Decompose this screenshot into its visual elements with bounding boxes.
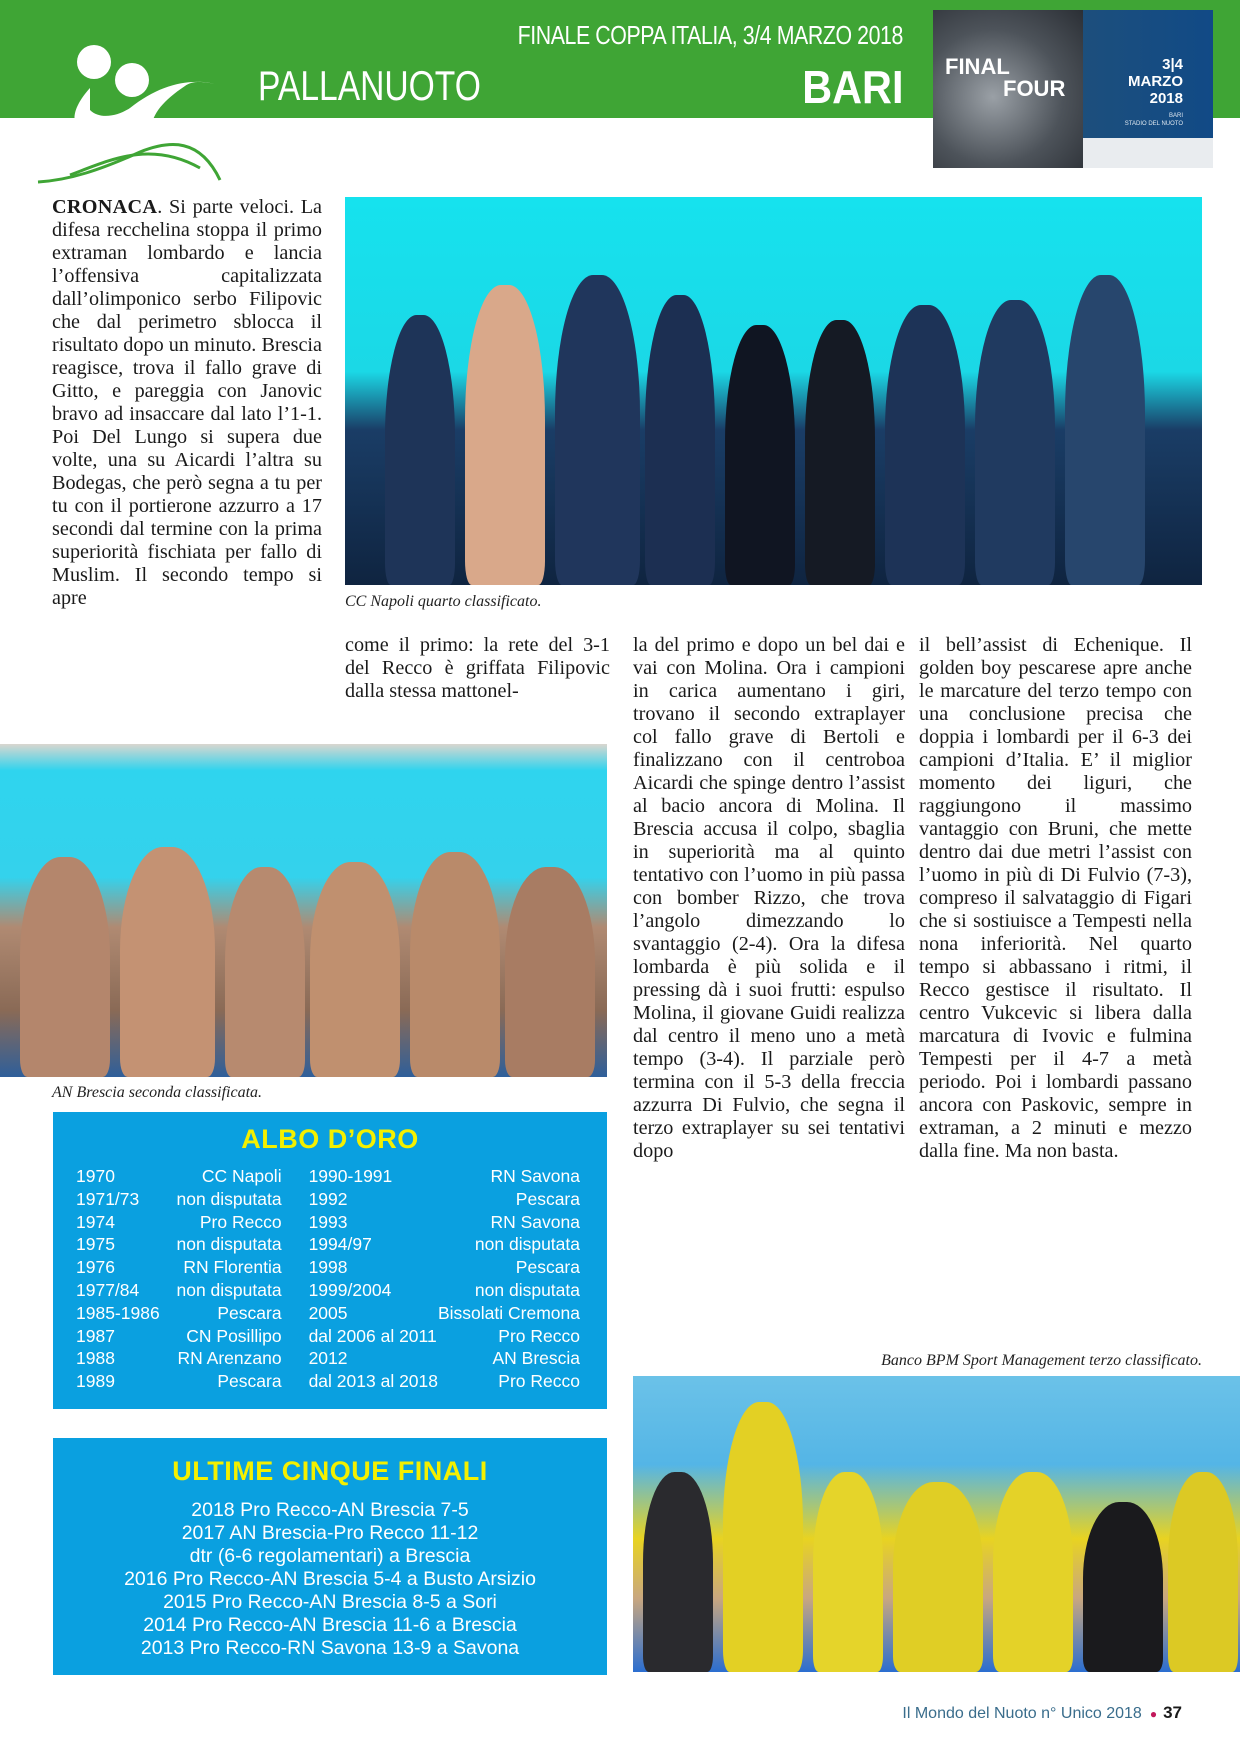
albo-year: 1987 (76, 1325, 115, 1346)
albo-winner: AN Brescia (492, 1348, 580, 1369)
poster-venue-city: BARI (1168, 113, 1183, 119)
albo-year: 1989 (76, 1371, 115, 1392)
albo-year: 1993 (308, 1211, 348, 1232)
final-result-line: dtr (6-6 regolamentari) a Brescia (189, 1545, 471, 1567)
albo-row (76, 1302, 580, 1325)
final-result-line: 2015 Pro Recco-AN Brescia 8-5 a Sori (163, 1591, 497, 1613)
ultime-finali-list (53, 1499, 607, 1660)
final-four-poster (933, 10, 1213, 168)
albo-winner: CN Posillipo (186, 1325, 282, 1346)
article-column-2 (345, 634, 610, 703)
albo-winner: RN Florentia (183, 1257, 282, 1278)
albo-winner: RN Savona (490, 1166, 580, 1186)
final-result-line: 2018 Pro Recco-AN Brescia 7-5 (191, 1499, 469, 1521)
albo-year: 1999/2004 (308, 1279, 392, 1300)
page-footer (902, 1703, 1182, 1723)
bullet-icon: ● (1149, 1706, 1158, 1721)
poster-four: FOUR (1003, 76, 1066, 101)
poster-date (1128, 56, 1183, 107)
an-brescia-caption: AN Brescia seconda classificata. (52, 1084, 263, 1101)
article-column-1: CRONACA. Si parte veloci. La difesa recchelina stoppa il primo extraman lombardo e lancia l’offensiva capitalizzata dall’olimponico serbo Filipovic che dal perimetro sblocca il risultato dopo un minuto. Brescia reagisce, trova il fallo grave di Gitto, e pareggia con Janovic bravo ad insaccare dal lato l’1-1. Poi Del Lungo si supera due volte, una su Aicardi l’altra su Bodegas, che però segna a tu per tu con il portierone azzurro a 17 secondi dal termine con la prima superiorità fischiata per fallo di Muslim. Il secondo tempo si apre (52, 196, 322, 609)
albo-winner: Bissolati Cremona (438, 1302, 580, 1323)
albo-year: 2012 (308, 1348, 348, 1369)
albo-year: 1990-1991 (308, 1166, 393, 1186)
albo-year: 1971/73 (76, 1188, 140, 1209)
albo-year: 1998 (308, 1257, 348, 1278)
poster-venue-name: STADIO DEL NUOTO (1124, 121, 1183, 127)
article-column-3 (633, 634, 905, 1163)
albo-winner: non disputata (176, 1188, 282, 1209)
albo-row (76, 1233, 580, 1256)
section-title: PALLANUOTO (258, 62, 481, 109)
cc-napoli-photo (345, 197, 1202, 585)
article-col2-text: come il primo: la rete del 3-1 del Recco è griffata Filipovic dalla stessa mattonel- (345, 634, 610, 702)
albo-year: 1985-1986 (76, 1302, 160, 1323)
albo-row (76, 1211, 580, 1234)
banco-bpm-caption: Banco BPM Sport Management terzo classificato. (881, 1352, 1202, 1369)
albo-row (76, 1188, 580, 1211)
article-col4-text: il bell’assist di Echenique. Il golden boy pescarese apre anche le marcature del terzo tempo con una conclusione precisa che doppia i lombardi per il 6-3 dei campioni d’Italia. E’ il miglior momento dei liguri, che raggiungono il massimo vantaggio con Bruni, che mette dentro dai due metri l’assist con l’uomo in più di Di Fulvio (7-3), compreso il salvataggio di Figari che si sostiuisce a Tempesti nella nona inferiorità. Nel quarto tempo si abbassano i ritmi, il Recco gestisce il risultato. Il centro Vukcevic si libera dalla marcatura di Ivovic e fulmina Tempesti per il 4-7 a metà periodo. Poi i lombardi passano ancora con Paskovic, sempre in extraman, a 2 minuti e mezzo dalla fine. Ma non basta. (919, 634, 1192, 1162)
final-result-line: 2016 Pro Recco-AN Brescia 5-4 a Busto Arsizio (124, 1568, 536, 1590)
albo-year: dal 2013 al 2018 (308, 1371, 438, 1392)
poster-final: FINAL (945, 54, 1010, 79)
poster-month: MARZO (1128, 73, 1183, 90)
final-result-line: 2014 Pro Recco-AN Brescia 11-6 a Brescia (143, 1614, 517, 1636)
ultime-finali-title: ULTIME CINQUE FINALI (172, 1456, 488, 1486)
albo-year: 2005 (308, 1302, 348, 1323)
an-brescia-photo (0, 744, 607, 1077)
albo-doro-title: ALBO D’ORO (241, 1124, 419, 1154)
albo-winner: Pescara (217, 1302, 282, 1323)
cc-napoli-caption: CC Napoli quarto classificato. (345, 593, 542, 610)
albo-winner: non disputata (176, 1279, 282, 1300)
albo-year: 1974 (76, 1211, 115, 1232)
header-kicker: FINALE COPPA ITALIA, 3/4 MARZO 2018 (517, 20, 903, 50)
albo-winner: Pescara (515, 1257, 580, 1278)
banco-bpm-photo (633, 1376, 1240, 1672)
albo-winner: RN Savona (490, 1211, 580, 1232)
poster-sponsors (1083, 138, 1213, 168)
albo-year: 1994/97 (308, 1234, 372, 1255)
albo-winner: Pescara (217, 1371, 282, 1392)
article-column-4 (919, 634, 1192, 1163)
albo-year: dal 2006 al 2011 (308, 1325, 437, 1346)
final-result-line: 2017 AN Brescia-Pro Recco 11-12 (181, 1522, 479, 1544)
ultime-finali-box (53, 1438, 607, 1675)
albo-row (76, 1325, 580, 1348)
albo-row (76, 1165, 580, 1188)
city-title: BARI (801, 61, 903, 113)
albo-row (76, 1347, 580, 1370)
albo-winner: non disputata (474, 1234, 580, 1255)
albo-row (76, 1279, 580, 1302)
albo-winner: Pro Recco (498, 1371, 580, 1392)
albo-row (76, 1370, 580, 1393)
article-col3-text: la del primo e dopo un bel dai e vai con Molina. Ora i campioni in carica aumentano i giri, trovano il secondo extraplayer col fallo grave di Bertoli e finalizzano con il centroboa Aicardi che spinge dentro l’assist al bacio ancora di Molina. Il Brescia accusa il colpo, sbaglia in superiorità ma al quinto tentativo con l’uomo in più passa con bomber Rizzo, che trova l’angolo dimezzando lo svantaggio (2-4). Ora la difesa lombarda è più solida e il pressing dà i suoi frutti: espulso Molina, il giovane Guidi realizza dal centro il meno uno a metà tempo (3-4). Il parziale però termina con il 5-3 della freccia azzurra Di Fulvio, che segna il terzo extraplayer su sei tentativi dopo (633, 634, 905, 1162)
albo-doro-table (76, 1165, 580, 1393)
albo-winner: Pro Recco (498, 1325, 580, 1346)
albo-doro-box (53, 1112, 607, 1409)
albo-year: 1975 (76, 1234, 115, 1255)
poster-venue (1125, 112, 1183, 128)
water-polo-player-icon (30, 20, 230, 185)
albo-year: 1970 (76, 1166, 115, 1186)
article-lead: CRONACA (52, 196, 158, 218)
albo-winner: Pescara (515, 1188, 580, 1209)
albo-year: 1976 (76, 1257, 115, 1278)
albo-winner: non disputata (474, 1279, 580, 1300)
page-number: 37 (1163, 1703, 1182, 1722)
albo-winner: Pro Recco (199, 1211, 282, 1232)
publication-name: Il Mondo del Nuoto n° Unico 2018 (902, 1705, 1142, 1722)
poster-days: 3|4 (1162, 56, 1183, 73)
albo-year: 1992 (308, 1188, 348, 1209)
albo-year: 1988 (76, 1348, 115, 1369)
final-result-line: 2013 Pro Recco-RN Savona 13-9 a Savona (140, 1637, 520, 1659)
albo-winner: CC Napoli (201, 1166, 282, 1186)
albo-winner: RN Arenzano (177, 1348, 282, 1369)
albo-year: 1977/84 (76, 1279, 140, 1300)
albo-row (76, 1256, 580, 1279)
albo-winner: non disputata (176, 1234, 282, 1255)
article-col1-text: Si parte veloci. La difesa recchelina stoppa il primo extraman lombardo e lancia l’offensiva capitalizzata dall’olimponico serbo Filipovic che dal perimetro sblocca il risultato dopo un minuto. Brescia reagisce, trova il fallo grave di Gitto, e pareggia con Janovic bravo ad insaccare dal lato l’1-1. Poi Del Lungo si supera due volte, una su Aicardi l’altra su Bodegas, che però segna a tu per tu con il portierone azzurro a 17 secondi dal termine con la prima superiorità fischiata per fallo di Muslim. Il secondo tempo si apre (52, 196, 322, 609)
poster-year: 2018 (1149, 90, 1183, 107)
